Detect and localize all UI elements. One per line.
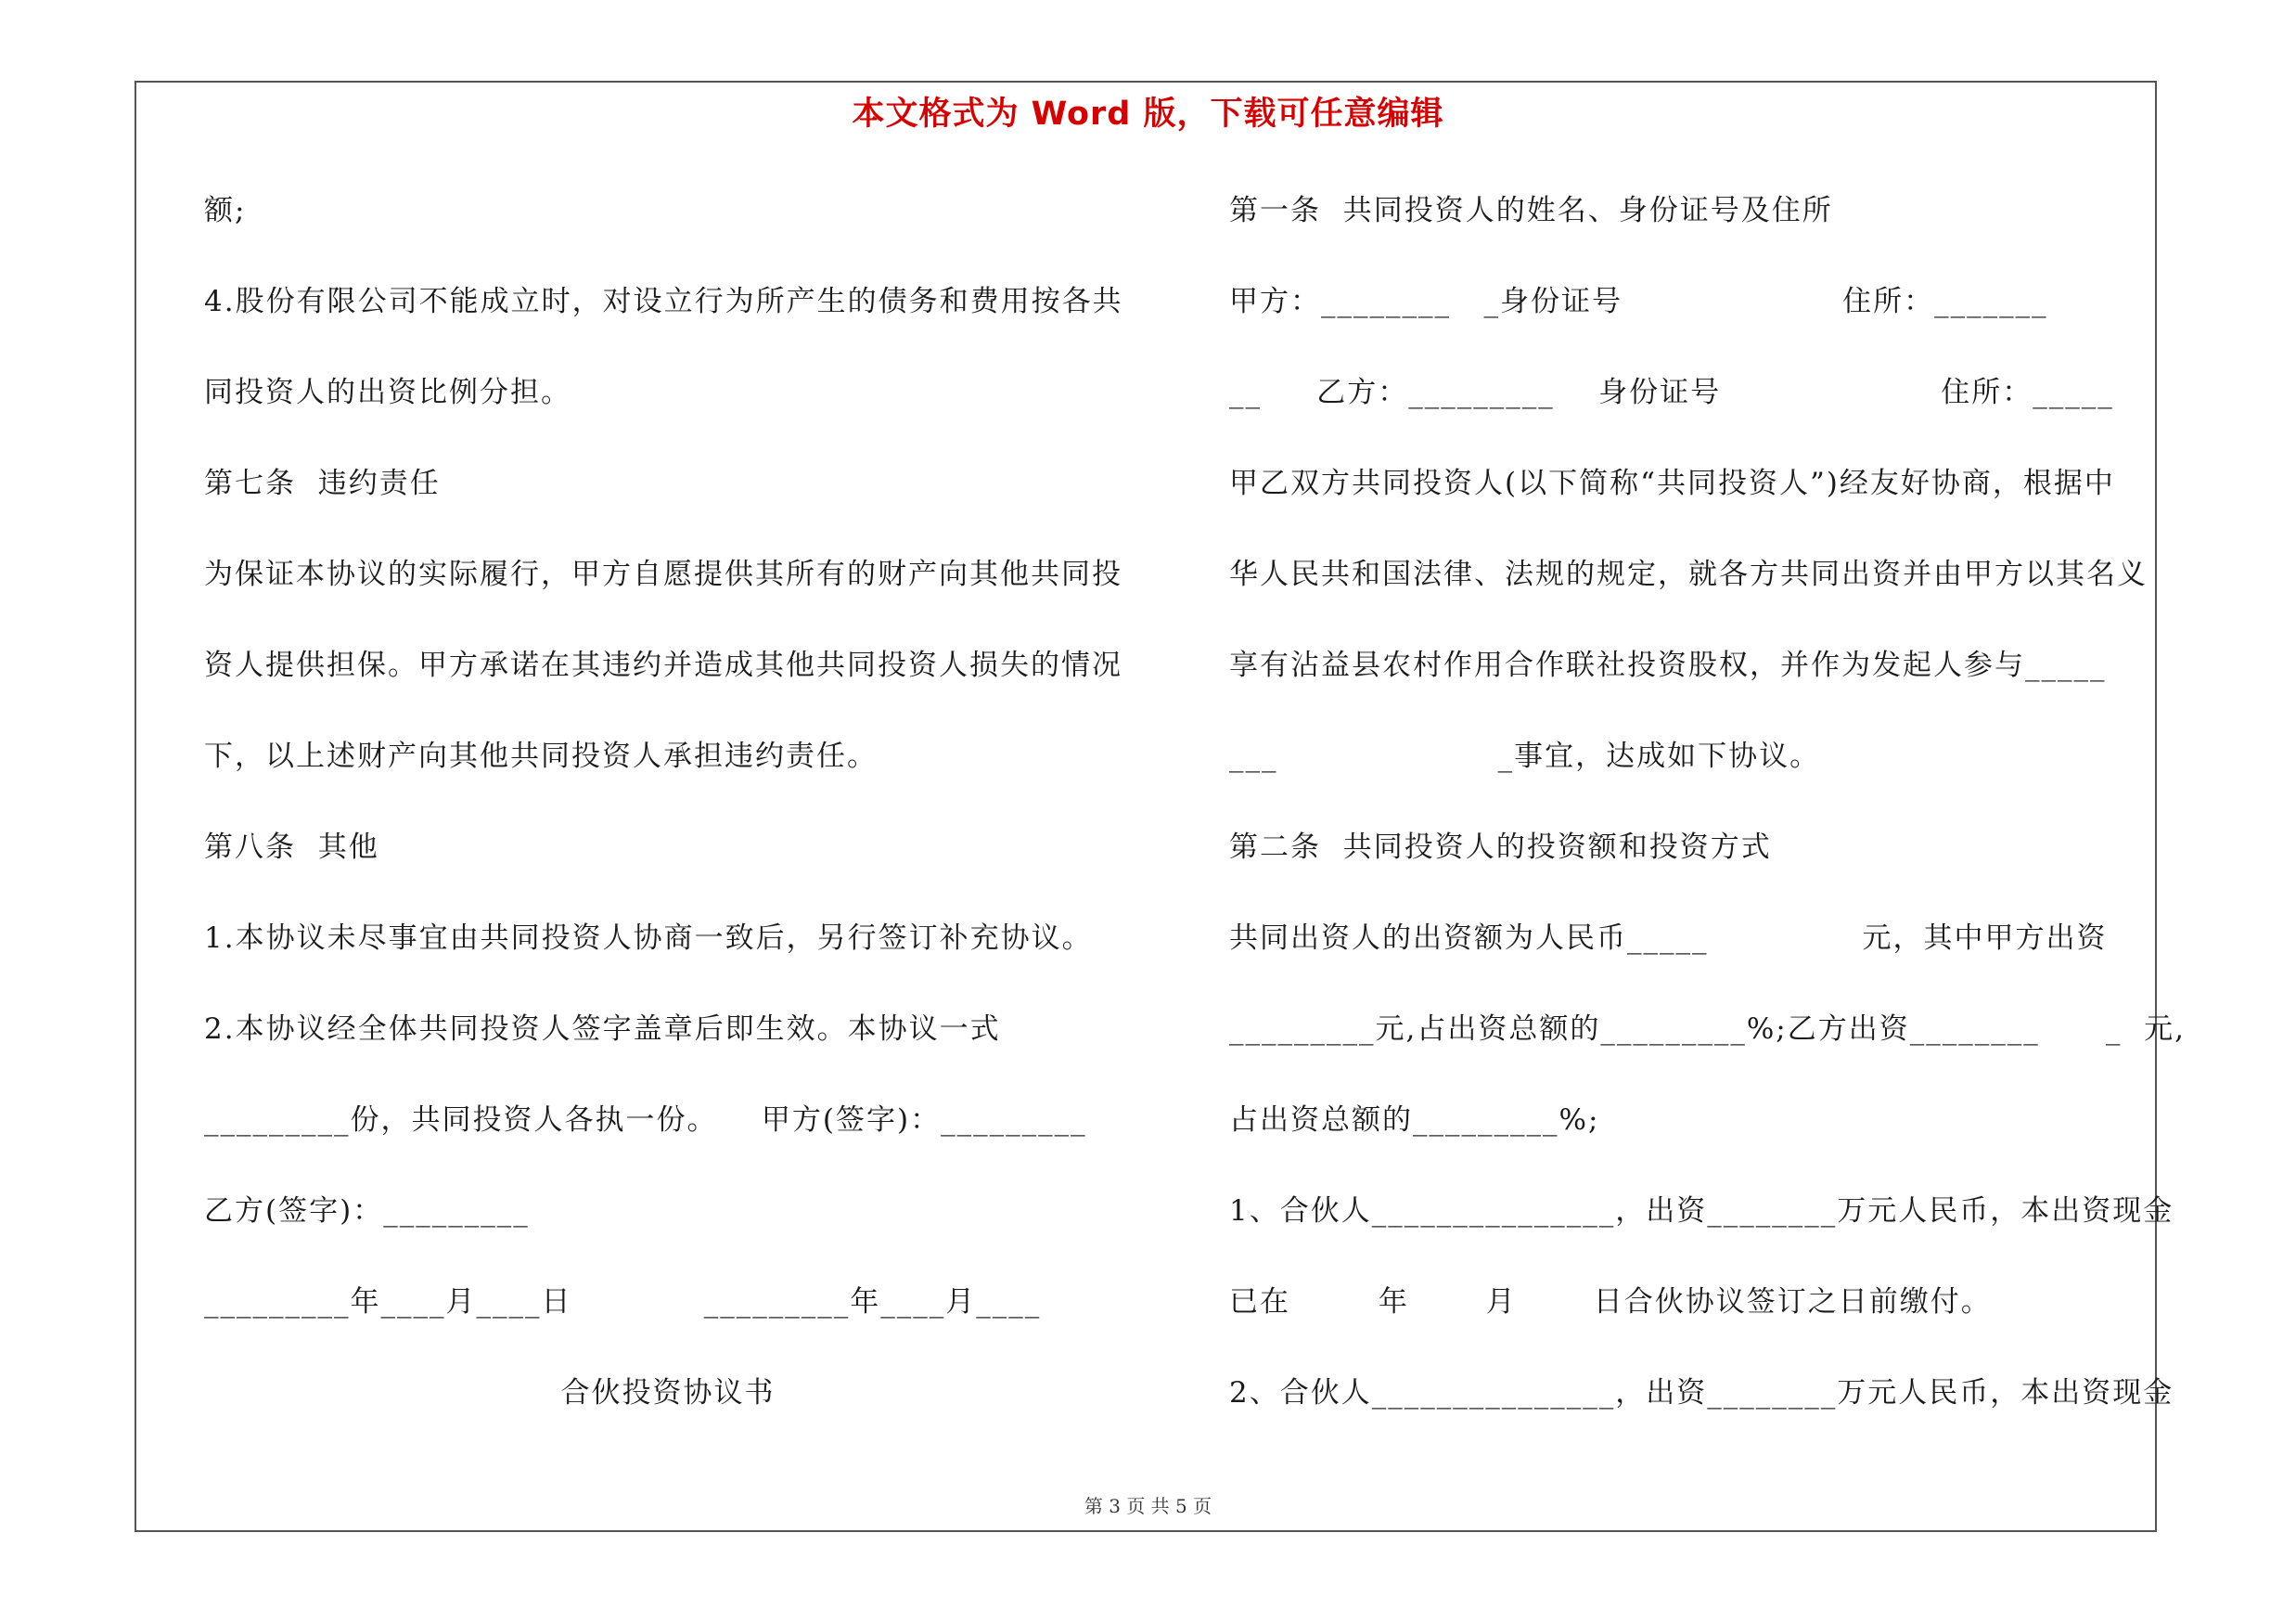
right-line: 1、合伙人_______________，出资________万元人民币，本出资现金 (1229, 1194, 2174, 1228)
right-line: 共同出资人的出资额为人民币_____ 元，其中甲方出资 (1229, 921, 2108, 955)
party-a-line: 甲方：________ _身份证号 住所：_______ (1229, 285, 2048, 318)
section-heading-2: 第二条 共同投资人的投资额和投资方式 (1229, 831, 1772, 864)
signature-line: 乙方(签字)：_________ (204, 1194, 530, 1228)
section-heading-8: 第八条 其他 (204, 831, 379, 864)
left-line: 资人提供担保。甲方承诺在其违约并造成其他共同投资人损失的情况 (204, 649, 1122, 682)
section-heading-1: 第一条 共同投资人的姓名、身份证号及住所 (1229, 194, 1833, 227)
party-b-line: __ 乙方：_________ 身份证号 住所：_____ (1229, 376, 2114, 409)
left-column (204, 181, 1132, 1454)
right-line: _________元,占出资总额的_________%;乙方出资________ _ 元, (1229, 1012, 2186, 1046)
right-line: 享有沾益县农村作用合作联社投资股权，并作为发起人参与_____ (1229, 649, 2107, 682)
left-line: 4.股份有限公司不能成立时，对设立行为所产生的债务和费用按各共 (204, 285, 1123, 318)
signature-line: _________份，共同投资人各执一份。 甲方(签字)：_________ (204, 1103, 1087, 1137)
right-column (1229, 181, 2186, 1454)
date-line: _________年____月____日 _________年____月____ (204, 1285, 1042, 1319)
left-line: 为保证本协议的实际履行，甲方自愿提供其所有的财产向其他共同投 (204, 558, 1122, 591)
document-title: 合伙投资协议书 (560, 1376, 776, 1410)
format-banner: 本文格式为 Word 版，下载可任意编辑 (852, 96, 1444, 133)
page-number: 第 3 页 共 5 页 (1084, 1495, 1212, 1517)
right-line: 已在 年 月 日合伙协议签订之日前缴付。 (1229, 1285, 1992, 1319)
right-line: 占出资总额的_________%; (1229, 1103, 1600, 1137)
right-line: 甲乙双方共同投资人(以下简称“共同投资人”)经友好协商，根据中 (1229, 467, 2115, 500)
left-line: 2.本协议经全体共同投资人签字盖章后即生效。本协议一式 (204, 1012, 1001, 1046)
right-line: ___ _事宜，达成如下协议。 (1229, 740, 1821, 773)
right-line: 华人民共和国法律、法规的规定，就各方共同出资并由甲方以其名义 (1229, 558, 2148, 591)
section-heading-7: 第七条 违约责任 (204, 467, 441, 500)
left-line: 额; (204, 194, 247, 227)
left-line: 下，以上述财产向其他共同投资人承担违约责任。 (204, 740, 878, 773)
right-line: 2、合伙人_______________，出资________万元人民币，本出资现金 (1229, 1376, 2174, 1410)
left-line: 1.本协议未尽事宜由共同投资人协商一致后，另行签订补充协议。 (204, 921, 1093, 955)
left-line: 同投资人的出资比例分担。 (204, 376, 571, 409)
